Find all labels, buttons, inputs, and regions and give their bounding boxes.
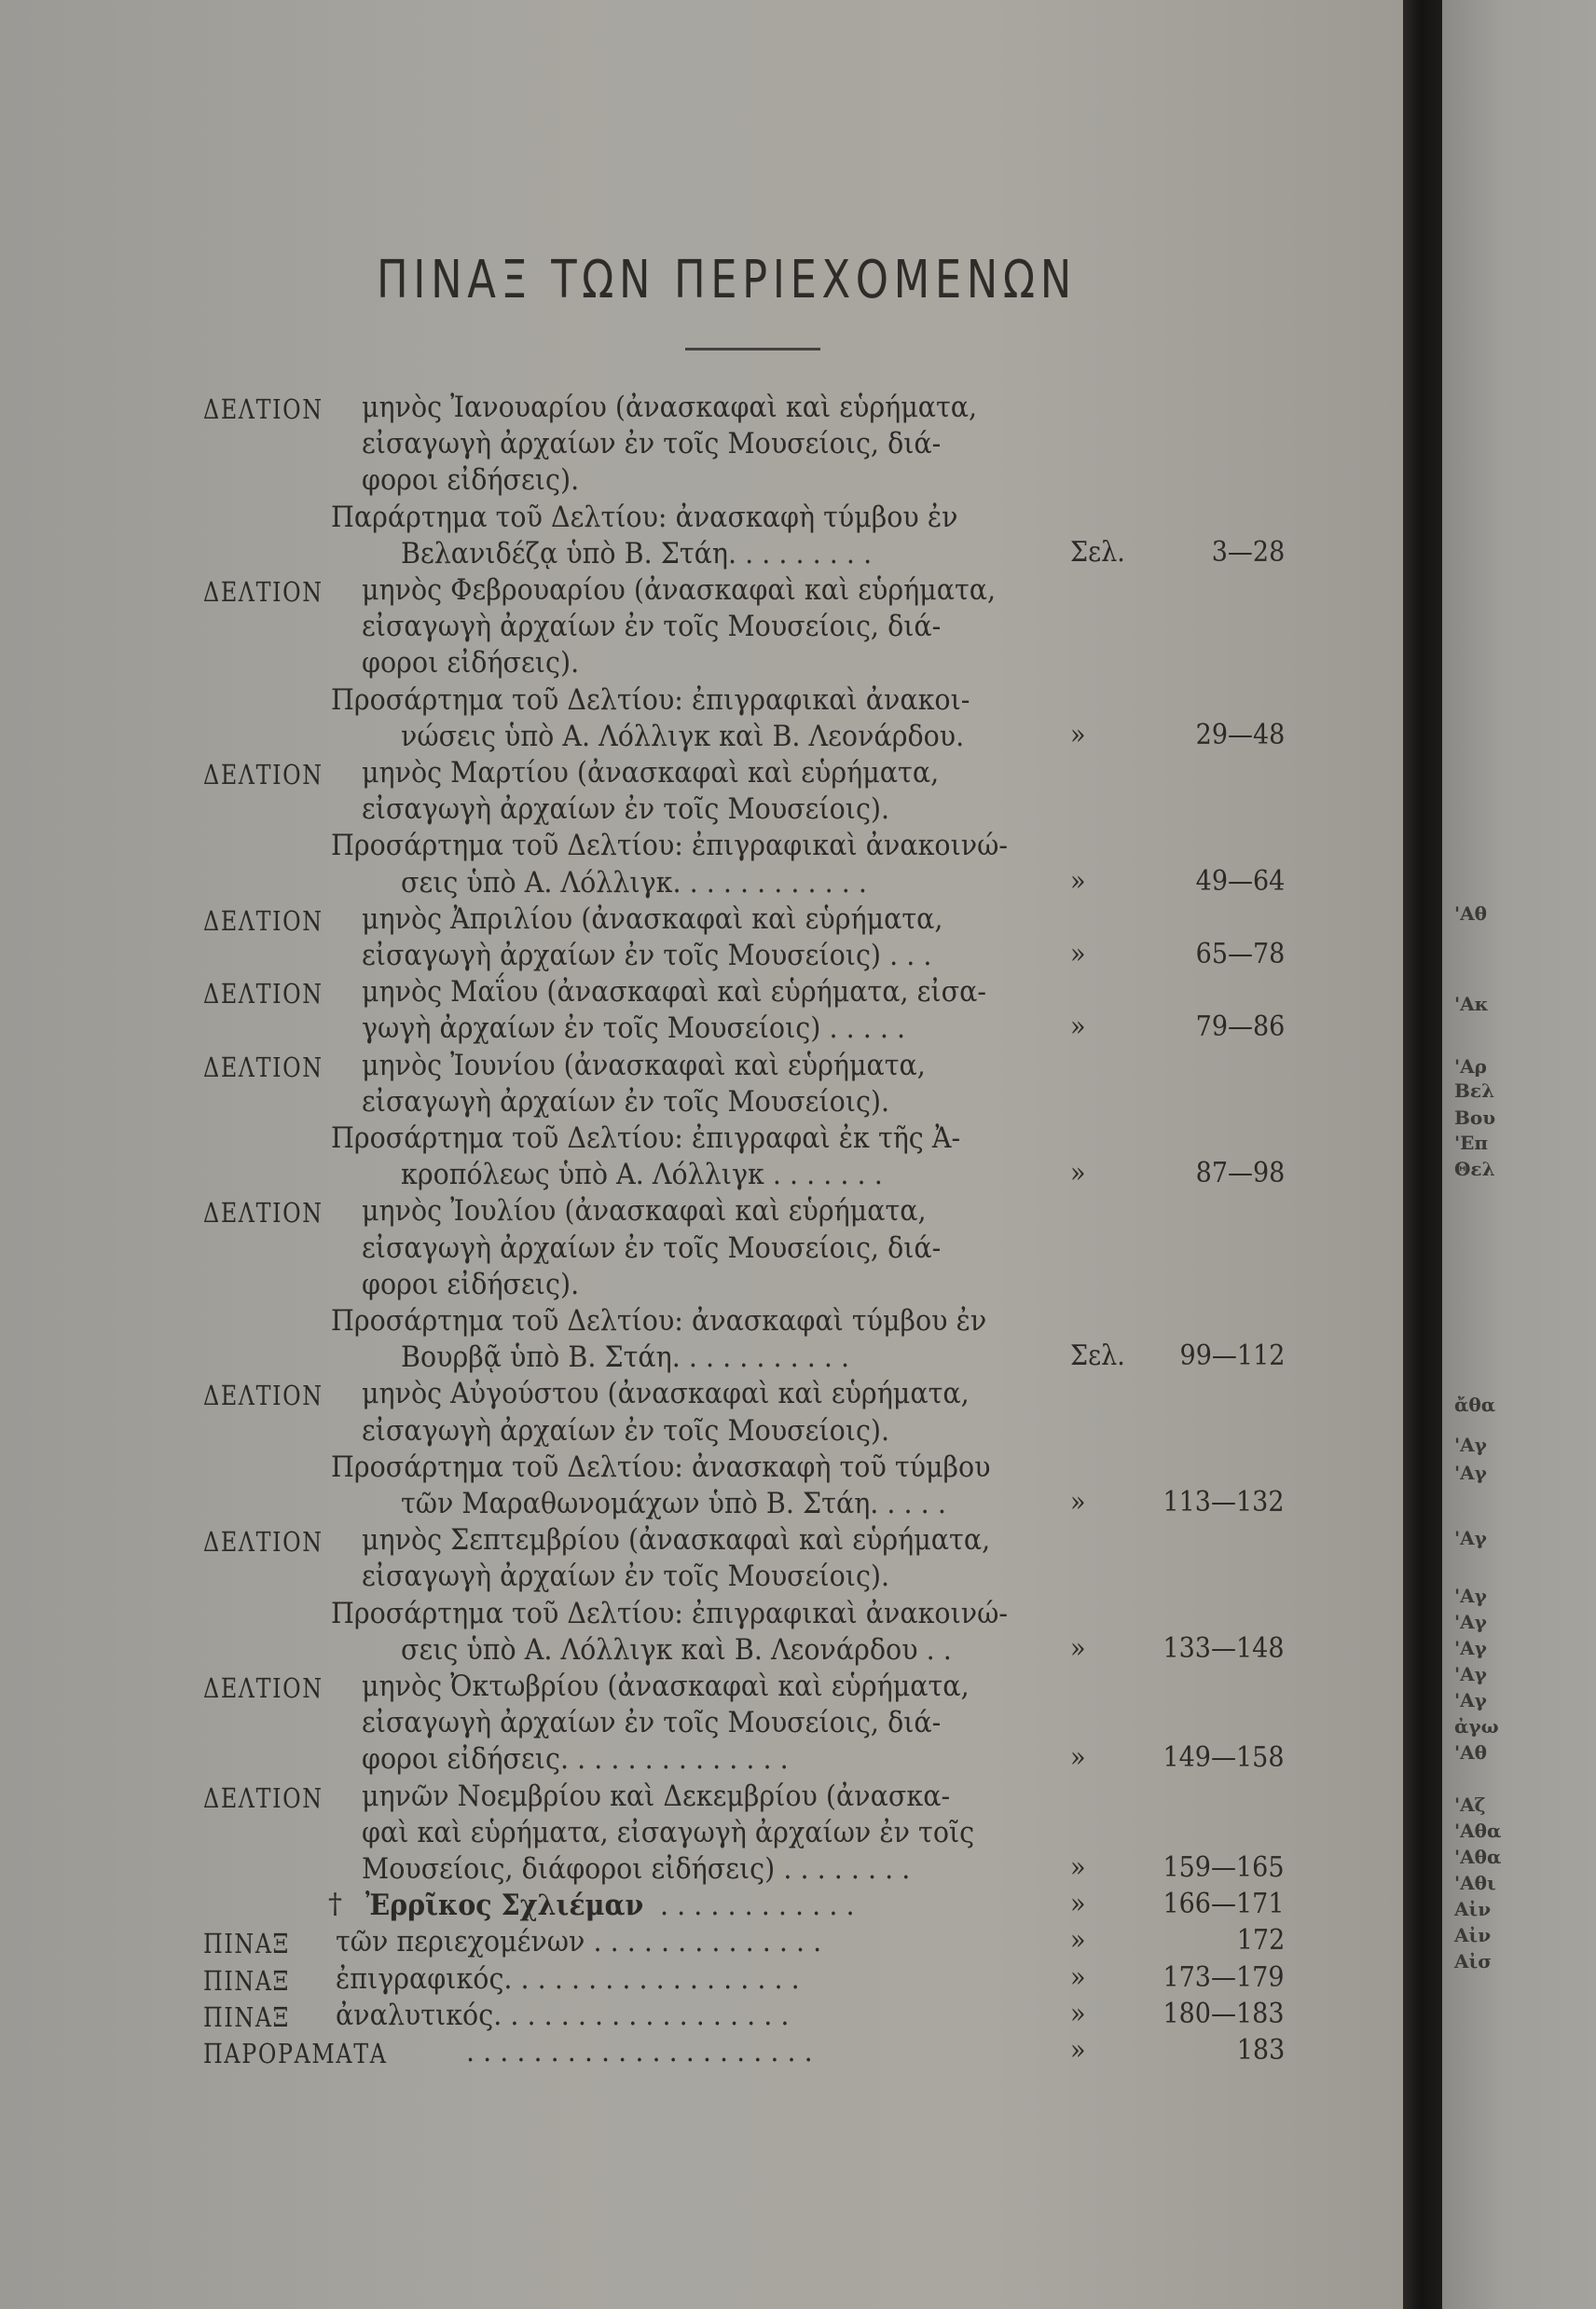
next-page-fragment: 'Αθα [1454,1846,1502,1868]
entry-line: φοροι εἰδήσεις). [362,463,580,498]
page-prefix: » [1070,1631,1086,1665]
supplement-line: Προσάρτημα τοῦ Δελτίου: ἐπιγραφικαὶ ἀνακοινώ- [331,1596,1009,1630]
next-page-fragment: 'Αγ [1454,1663,1487,1685]
entry-heading: ΔΕΛΤΙΟΝ [203,1051,323,1083]
entry-line: γωγὴ ἀρχαίων ἐν τοῖς Μουσείοις) . . . . . [362,1011,906,1046]
entry-line: μηνὸς Φεβρουαρίου (ἀνασκαφαὶ καὶ εὑρήματα, [362,573,997,607]
page-range: 99—112 [1179,1340,1285,1373]
entry-heading: ΔΕΛΤΙΟΝ [203,904,323,937]
next-page-fragment: Αἰν [1454,1924,1492,1946]
next-page-fragment: 'Αγ [1454,1434,1487,1456]
next-page-fragment: ἀγω [1454,1715,1499,1738]
supplement-line: σεις ὑπὸ Α. Λόλλιγκ καὶ Β. Λεονάρδου . . [401,1632,952,1667]
entry-line: μηνὸς Ἀπριλίου (ἀνασκαφαὶ καὶ εὑρήματα, [362,901,943,936]
page-prefix: Σελ. [1070,1340,1125,1373]
supplement-line: Προσάρτημα τοῦ Δελτίου: ἀνασκαφαὶ τύμβου ἐν [331,1304,987,1338]
entry-heading: ΔΕΛΤΙΟΝ [203,978,323,1010]
entry-line: εἰσαγωγὴ ἀρχαίων ἐν τοῖς Μουσείοις, διά- [362,1706,942,1740]
next-page-fragment: 'Αγ [1454,1637,1487,1659]
index-heading: ΠΙΝΑΞ [203,1964,291,1997]
page-prefix: » [1070,718,1086,751]
page-range: 49—64 [1195,864,1285,898]
entry-line: εἰσαγωγὴ ἀρχαίων ἐν τοῖς Μουσείοις, διά- [362,610,942,644]
entry-line: φοροι εἰδήσεις). [362,1267,580,1301]
entry-line: φοροι εἰδήσεις. . . . . . . . . . . . . . [362,1742,789,1777]
page-range: 159—165 [1163,1851,1285,1884]
supplement-line: σεις ὑπὸ Α. Λόλλιγκ. . . . . . . . . . . . [401,865,867,900]
obituary-name: Ἐρρῖκος Σχλιέμαν [365,1889,644,1923]
page-prefix: » [1070,1851,1086,1884]
entry-heading: ΔΕΛΤΙΟΝ [203,393,323,425]
entry-line: εἰσαγωγὴ ἀρχαίων ἐν τοῖς Μουσείοις, διά- [362,427,942,461]
page-range: 87—98 [1195,1157,1285,1190]
entry-line: εἰσαγωγὴ ἀρχαίων ἐν τοῖς Μουσείοις). [362,792,890,827]
supplement-line: κροπόλεως ὑπὸ Α. Λόλλιγκ . . . . . . . [401,1158,883,1192]
entry-line: μηνὸς Ἰανουαρίου (ἀνασκαφαὶ καὶ εὑρήματα, [362,391,978,424]
page-range: 29—48 [1195,718,1285,751]
next-page-fragment: 'Αγ [1454,1585,1487,1607]
entry-line: εἰσαγωγὴ ἀρχαίων ἐν τοῖς Μουσείοις). [362,1413,890,1448]
entry-line: εἰσαγωγὴ ἀρχαίων ἐν τοῖς Μουσείοις) . . . [362,939,932,972]
next-page-fragment: 'Αρ [1454,1055,1487,1078]
entry-line: εἰσαγωγὴ ἀρχαίων ἐν τοῖς Μουσείοις). [362,1560,890,1594]
next-page-fragment: 'Επ [1454,1132,1489,1154]
next-page-fragment: Αἰν [1454,1898,1492,1920]
page-prefix: » [1070,1960,1086,1994]
index-heading: ΠΙΝΑΞ [203,2000,291,2033]
entry-line: μηνὸς Ἰουλίου (ἀνασκαφαὶ καὶ εὑρήματα, [362,1194,927,1229]
entry-heading: ΔΕΛΤΙΟΝ [203,1526,323,1559]
page-prefix: » [1070,1157,1086,1190]
entry-heading: ΔΕΛΤΙΟΝ [203,759,323,790]
entry-line: μηνὸς Ὀκτωβρίου (ἀνασκαφαὶ καὶ εὑρήματα, [362,1670,970,1703]
next-page-fragment: 'Αζ [1454,1794,1486,1816]
supplement-line: Παράρτημα τοῦ Δελτίου: ἀνασκαφὴ τύμβου ἐν [331,500,958,534]
next-page-fragment: 'Αθα [1454,1820,1502,1842]
book-gutter [1403,0,1442,2309]
entry-heading: ΔΕΛΤΙΟΝ [203,1672,323,1704]
index-text: ἀναλυτικός. . . . . . . . . . . . . . . . . . [336,1998,790,2032]
page-prefix: » [1070,1486,1086,1519]
entry-line: μηνὸς Αὐγούστου (ἀνασκαφαὶ καὶ εὑρήματα, [362,1377,970,1411]
next-page-fragment: Βου [1454,1106,1496,1129]
next-page-fragment: 'Ακ [1454,993,1489,1015]
next-page-fragment: Βελ [1454,1079,1495,1102]
title-rule [685,348,820,350]
page-range: 149—158 [1163,1741,1285,1775]
page-prefix: » [1070,1997,1086,2030]
index-text: ἐπιγραφικός. . . . . . . . . . . . . . . . . . [336,1961,800,1996]
entry-line: μηνὸς Σεπτεμβρίου (ἀνασκαφαὶ καὶ εὑρήματα, [362,1523,991,1558]
page-range: 113—132 [1163,1486,1285,1519]
next-page-fragment: 'Αγ [1454,1689,1487,1711]
leader-dots: . . . . . . . . . . . . [660,1889,855,1923]
supplement-line: Προσάρτημα τοῦ Δελτίου: ἀνασκαφὴ τοῦ τύμβου [331,1450,991,1484]
entry-line: Μουσείοις, διάφοροι εἰδήσεις) . . . . . . . . [362,1852,911,1886]
page-prefix: » [1070,1010,1086,1044]
page-prefix: » [1070,864,1086,898]
page-range: 173—179 [1163,1960,1285,1994]
page-range: 3—28 [1211,535,1285,569]
entry-line: φοροι εἰδήσεις). [362,646,580,680]
index-heading: ΠΙΝΑΞ [203,1928,291,1960]
entry-heading: ΔΕΛΤΙΟΝ [203,1781,323,1814]
supplement-line: Βελανιδέζᾳ ὑπὸ Β. Στάη. . . . . . . . . [401,536,873,570]
supplement-line: Βουρβᾷ ὑπὸ Β. Στάη. . . . . . . . . . . [401,1340,850,1375]
entry-line: μηνὸς Μαΐου (ἀνασκαφαὶ καὶ εὑρήματα, εἰσα- [362,975,986,1010]
page-range: 65—78 [1195,938,1285,970]
supplement-line: τῶν Μαραθωνομάχων ὑπὸ Β. Στάη. . . . . [401,1487,946,1520]
page-prefix: » [1070,1741,1086,1775]
page-prefix: » [1070,938,1086,970]
page-prefix: » [1070,1924,1086,1958]
entry-line: εἰσαγωγὴ ἀρχαίων ἐν τοῖς Μουσείοις, διά- [362,1230,942,1265]
supplement-line: Προσάρτημα τοῦ Δελτίου: ἐπιγραφικαὶ ἀνακοι- [331,682,970,717]
page-prefix: Σελ. [1070,535,1125,569]
index-heading: ΠΑΡΟΡΑΜΑΤΑ [203,2038,388,2069]
supplement-line: Προσάρτημα τοῦ Δελτίου: ἐπιγραφαὶ ἐκ τῆς Ἀ- [331,1121,961,1155]
entry-heading: ΔΕΛΤΙΟΝ [203,1197,323,1230]
entry-line: μηνὸς Ἰουνίου (ἀνασκαφαὶ καὶ εὑρήματα, [362,1048,926,1082]
next-page-fragment: 'Αθ [1454,902,1487,925]
next-page-fragment: 'Αγ [1454,1462,1487,1484]
next-page-fragment: 'Αγ [1454,1527,1487,1549]
page-range: 166—171 [1163,1888,1285,1921]
index-text: . . . . . . . . . . . . . . . . . . . . . [466,2035,813,2068]
next-page-fragment: 'Αθ [1454,1741,1487,1764]
page-prefix: » [1070,2034,1086,2067]
entry-line: εἰσαγωγὴ ἀρχαίων ἐν τοῖς Μουσείοις). [362,1084,890,1119]
page-range: 180—183 [1163,1997,1285,2030]
next-page-fragment: Αἰσ [1454,1950,1492,1972]
supplement-line: νώσεις ὑπὸ Α. Λόλλιγκ καὶ Β. Λεονάρδου. [401,719,965,753]
entry-heading: ΔΕΛΤΙΟΝ [203,1380,323,1412]
supplement-line: Προσάρτημα τοῦ Δελτίου: ἐπιγραφικαὶ ἀνακοινώ- [331,829,1009,863]
page-range: 79—86 [1195,1010,1285,1044]
page-range: 172 [1236,1924,1285,1958]
next-page-fragment: ἄθα [1454,1394,1496,1416]
entry-line: μηνὸς Μαρτίου (ἀνασκαφαὶ καὶ εὑρήματα, [362,756,940,790]
next-page-fragment: Θελ [1454,1158,1495,1180]
obituary-cross: † [328,1888,342,1921]
page-prefix: » [1070,1888,1086,1921]
entry-line: μηνῶν Νοεμβρίου καὶ Δεκεμβρίου (ἀνασκα- [362,1779,951,1813]
page-range: 183 [1236,2034,1285,2067]
page-title: ΠΙΝΑΞ ΤΩΝ ΠΕΡΙΕΧΟΜΕΝΩΝ [377,250,1077,310]
entry-heading: ΔΕΛΤΙΟΝ [203,576,323,608]
index-text: τῶν περιεχομένων . . . . . . . . . . . . . . [336,1925,822,1959]
next-page-fragment: 'Αγ [1454,1611,1487,1633]
page-range: 133—148 [1163,1631,1285,1665]
next-page-fragment: 'Αθι [1454,1872,1496,1894]
entry-line: φαὶ καὶ εὑρήματα, εἰσαγωγὴ ἀρχαίων ἐν τοῖς [362,1815,975,1849]
